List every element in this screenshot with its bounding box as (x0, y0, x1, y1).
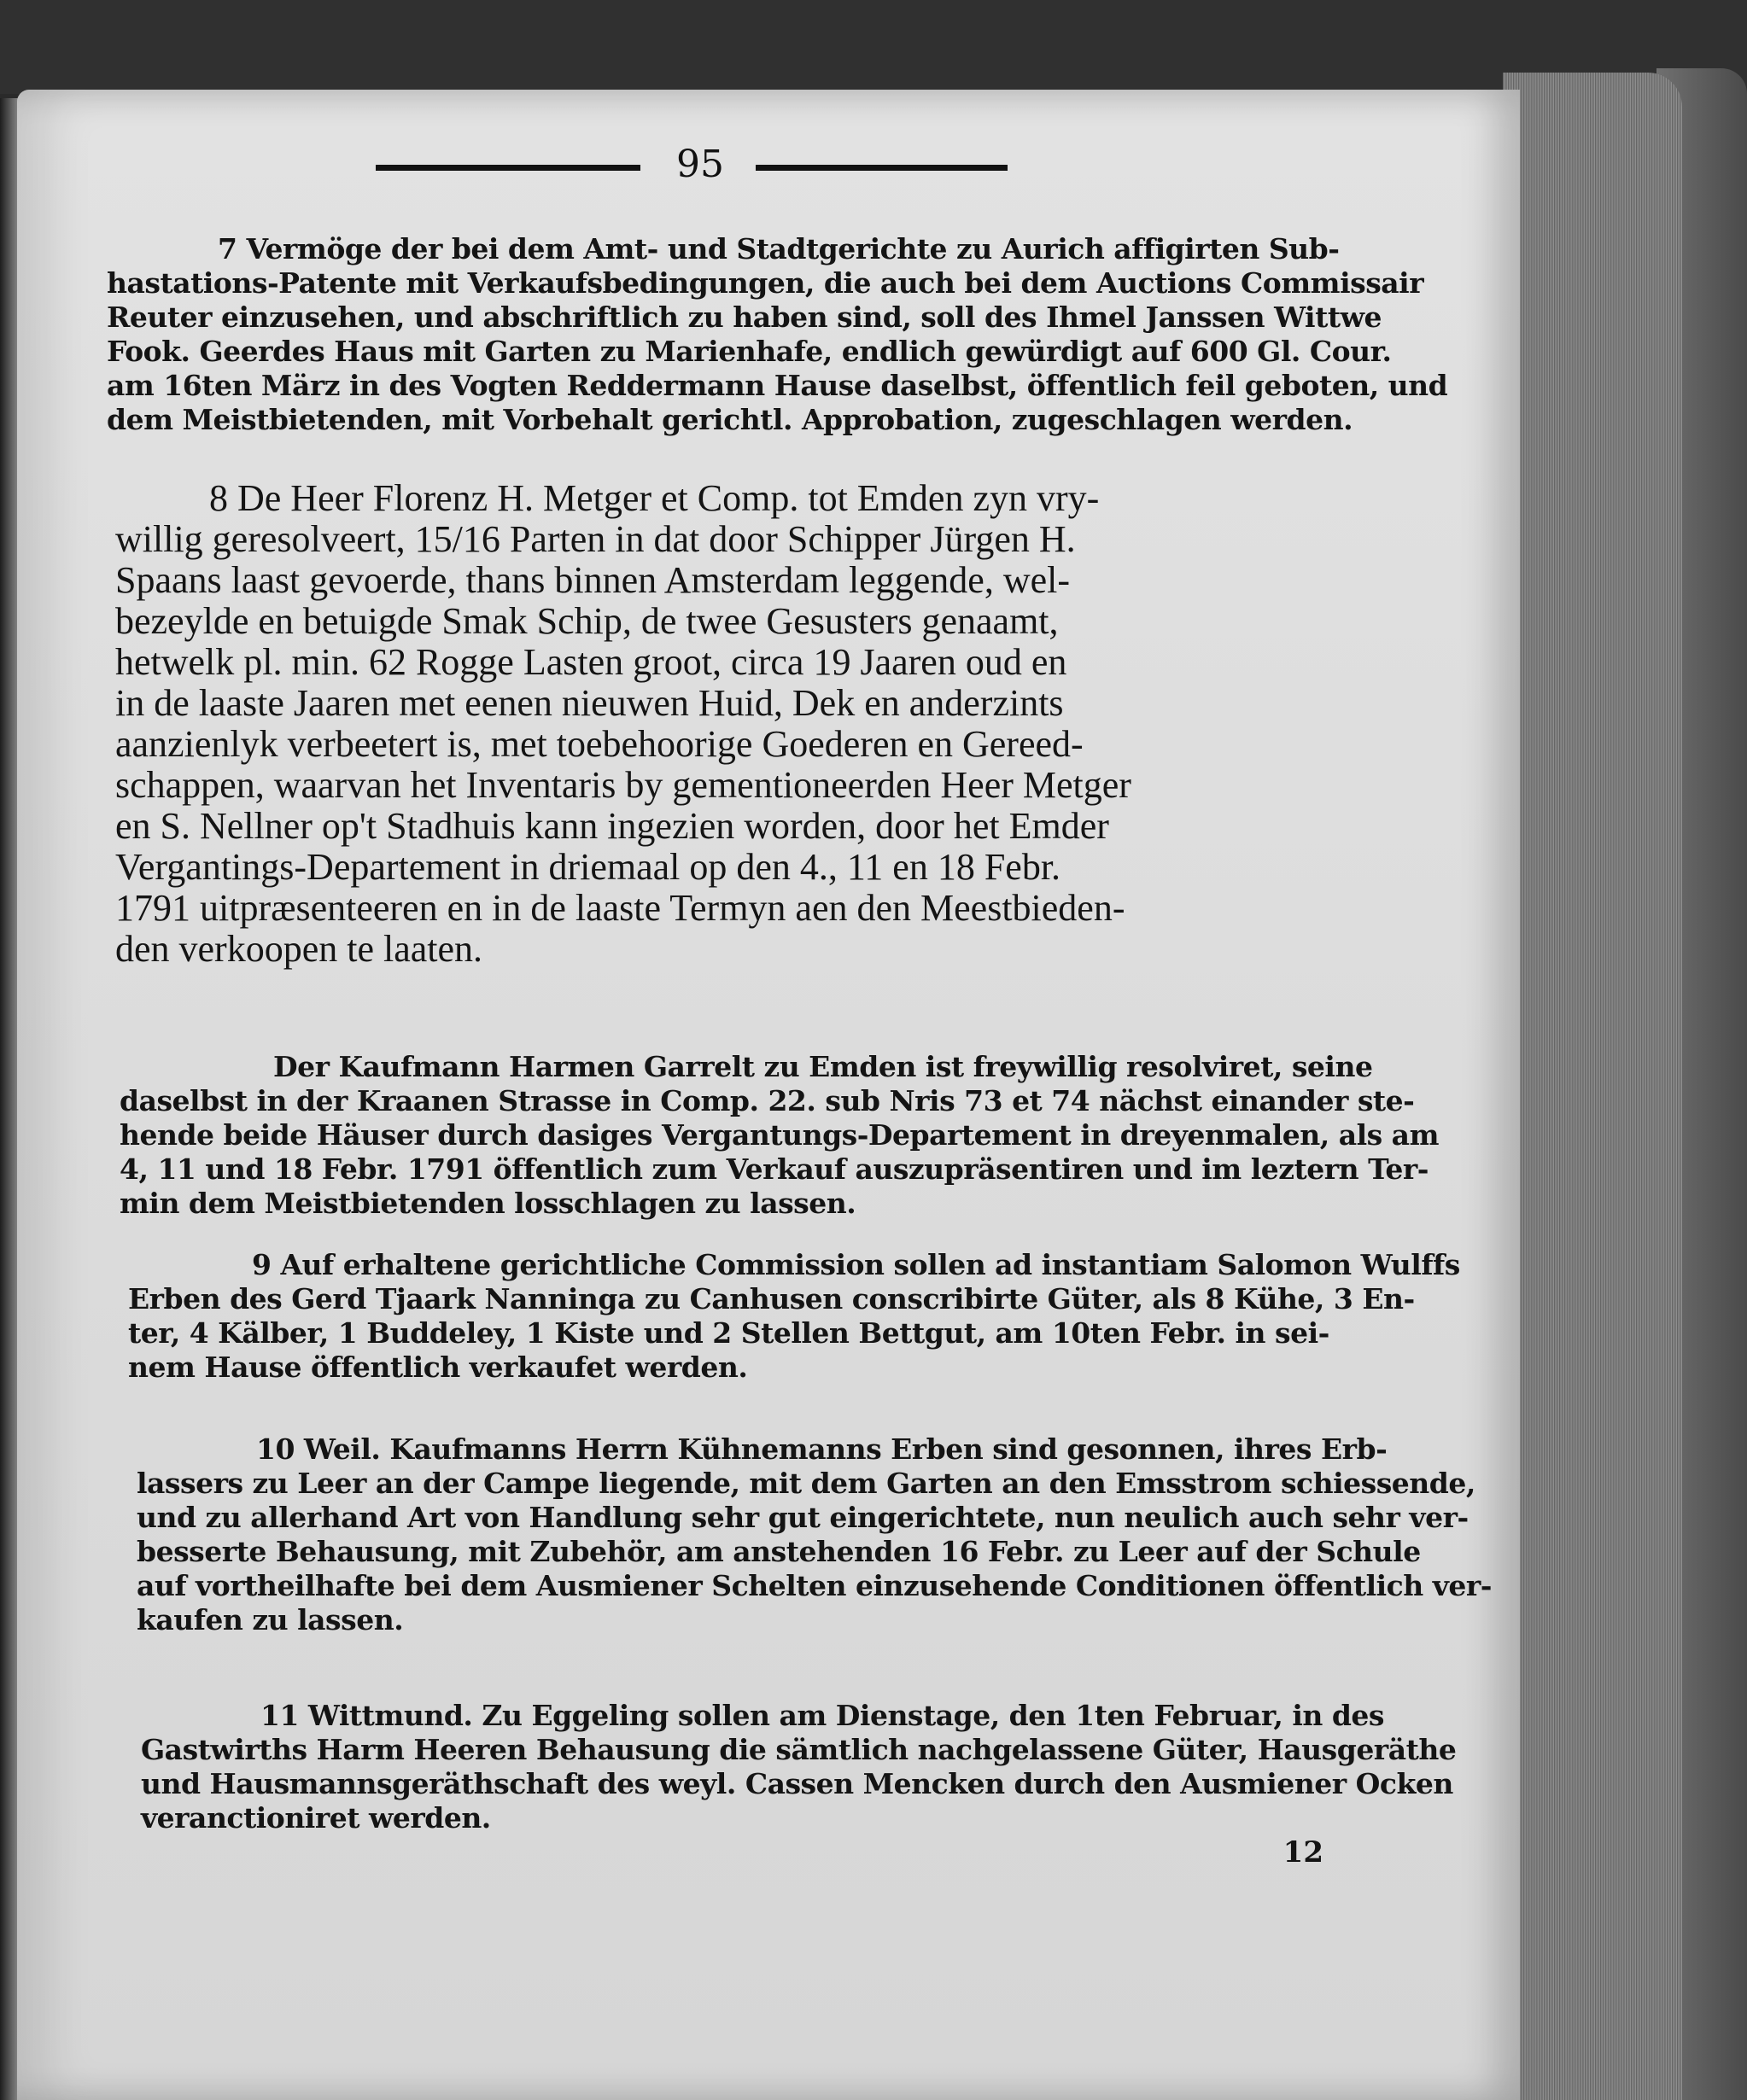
notice-line: 7 Vermöge der bei dem Amt- und Stadtgerichte zu Aurich affigirten Sub- (218, 232, 1340, 265)
notice-line: 8 De Heer Florenz H. Metger et Comp. tot Emden zyn vry- (209, 477, 1100, 519)
notice-line: daselbst in der Kraanen Strasse in Comp. 22. sub Nris 73 et 74 nächst einander ste- (120, 1084, 1415, 1117)
notice-line: Fook. Geerdes Haus mit Garten zu Marienhafe, endlich gewürdigt auf 600 Gl. Cour. (107, 335, 1392, 368)
notice-line: Vergantings-Departement in driemaal op den 4., 11 en 18 Febr. (115, 846, 1061, 888)
page-block-edge (1503, 73, 1682, 2100)
notice-line: und zu allerhand Art von Handlung sehr gut eingerichtete, nun neulich auch sehr ver- (137, 1501, 1469, 1534)
notice-line: Reuter einzusehen, und abschriftlich zu haben sind, soll des Ihmel Janssen Wittwe (107, 300, 1382, 334)
notice-line: willig geresolveert, 15/16 Parten in dat door Schipper Jürgen H. (115, 518, 1076, 560)
notice-line: schappen, waarvan het Inventaris by gementioneerden Heer Metger (115, 764, 1131, 806)
notice-line: min dem Meistbietenden losschlagen zu lassen. (120, 1187, 856, 1220)
notice-line: en S. Nellner op't Stadhuis kann ingezien worden, door het Emder (115, 805, 1109, 847)
notice-line: veranctioniret werden. (141, 1801, 491, 1835)
notice-garrelt (120, 1050, 1439, 1221)
notice-line: Erben des Gerd Tjaark Nanninga zu Canhusen conscribirte Güter, als 8 Kühe, 3 En- (128, 1282, 1415, 1315)
notice-11 (141, 1699, 1457, 1835)
notice-line: 1791 uitpræsenteeren en in de laaste Termyn aen den Meestbieden- (115, 887, 1125, 929)
notice-line: 9 Auf erhaltene gerichtliche Commission sollen ad instantiam Salomon Wulffs (252, 1248, 1460, 1281)
notice-line: lassers zu Leer an der Campe liegende, mit dem Garten an den Emsstrom schiessende, (137, 1467, 1475, 1500)
header-rule-right (756, 165, 1008, 171)
notice-8 (115, 478, 1328, 970)
notice-line: aanzienlyk verbeetert is, met toebehoorige Goederen en Gereed- (115, 723, 1084, 765)
notice-7 (107, 232, 1448, 437)
notice-9 (128, 1248, 1460, 1385)
notice-line: hetwelk pl. min. 62 Rogge Lasten groot, circa 19 Jaaren oud en (115, 641, 1067, 683)
notice-line: und Hausmannsgeräthschaft des weyl. Cassen Mencken durch den Ausmiener Ocken (141, 1767, 1453, 1800)
catchword: 12 (1282, 1835, 1323, 1870)
notice-line: in de laaste Jaaren met eenen nieuwen Huid, Dek en anderzints (115, 682, 1064, 724)
notice-line: besserte Behausung, mit Zubehör, am anstehenden 16 Febr. zu Leer auf der Schule (137, 1535, 1421, 1568)
notice-line: 4, 11 und 18 Febr. 1791 öffentlich zum Verkauf auszupräsentiren und im leztern Ter- (120, 1152, 1429, 1186)
background (0, 0, 1747, 94)
previous-page-edge (0, 98, 19, 2100)
notice-line: auf vortheilhafte bei dem Ausmiener Schelten einzusehende Conditionen öffentlich ver- (137, 1569, 1493, 1602)
notice-line: bezeylde en betuigde Smak Schip, de twee Gesusters genaamt, (115, 600, 1059, 642)
notice-line: nem Hause öffentlich verkaufet werden. (128, 1350, 748, 1384)
notice-line: 11 Wittmund. Zu Eggeling sollen am Dienstage, den 1ten Februar, in des (260, 1699, 1385, 1732)
notice-line: dem Meistbietenden, mit Vorbehalt gerichtl. Approbation, zugeschlagen werden. (107, 403, 1353, 436)
notice-line: hastations-Patente mit Verkaufsbedingungen, die auch bei dem Auctions Commissair (107, 266, 1424, 300)
notice-line: am 16ten März in des Vogten Reddermann Hause daselbst, öffentlich feil geboten, und (107, 369, 1448, 402)
notice-line: ter, 4 Kälber, 1 Buddeley, 1 Kiste und 2 Stellen Bettgut, am 10ten Febr. in sei- (128, 1316, 1329, 1350)
notice-line: 10 Weil. Kaufmanns Herrn Kühnemanns Erben sind gesonnen, ihres Erb- (256, 1432, 1388, 1466)
notice-line: den verkoopen te laaten. (115, 928, 483, 970)
notice-10 (137, 1432, 1493, 1637)
page-header (376, 143, 1008, 192)
header-rule-left (376, 165, 640, 171)
notice-line: Gastwirths Harm Heeren Behausung die sämtlich nachgelassene Güter, Hausgeräthe (141, 1733, 1457, 1766)
notice-line: kaufen zu lassen. (137, 1603, 404, 1636)
notice-line: Spaans laast gevoerde, thans binnen Amsterdam leggende, wel- (115, 559, 1071, 601)
page-number: 95 (676, 143, 724, 186)
notice-line: Der Kaufmann Harmen Garrelt zu Emden ist freywillig resolviret, seine (273, 1050, 1373, 1083)
notice-line: hende beide Häuser durch dasiges Vergantungs-Departement in dreyenmalen, als am (120, 1118, 1439, 1152)
